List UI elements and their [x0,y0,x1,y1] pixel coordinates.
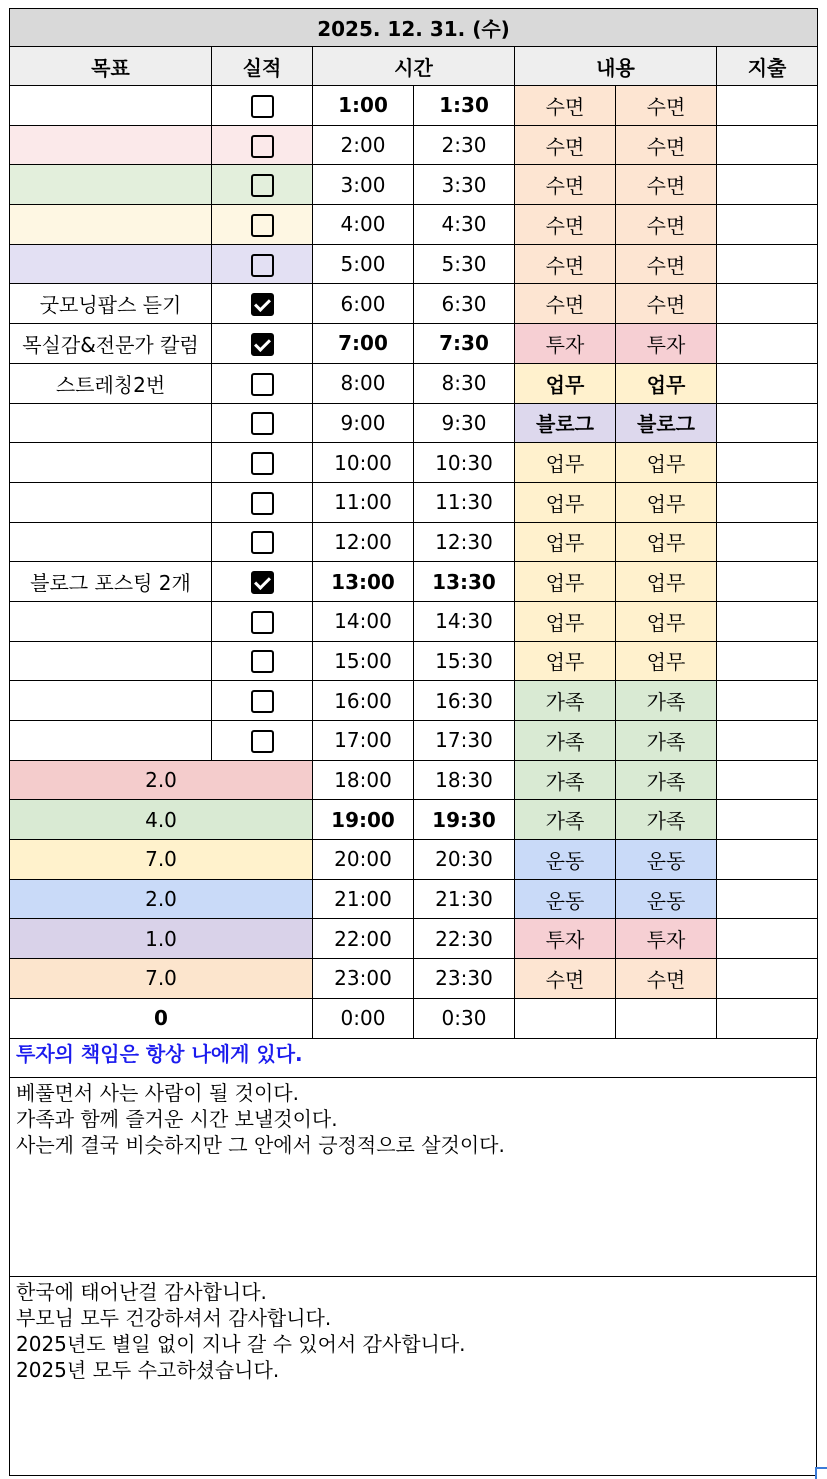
content-cell[interactable]: 수면 [616,244,717,284]
content-cell[interactable]: 수면 [616,125,717,165]
time-end: 20:30 [414,840,515,880]
content-cell[interactable]: 수면 [616,86,717,126]
content-cell[interactable]: 가족 [515,681,616,721]
time-end: 10:30 [414,443,515,483]
result-cell [212,284,313,324]
content-cell[interactable]: 블로그 [616,403,717,443]
goal-cell[interactable]: 블로그 포스팅 2개 [10,562,212,602]
time-end: 2:30 [414,125,515,165]
goal-cell[interactable] [10,482,212,522]
time-start: 11:00 [313,482,414,522]
expense-cell[interactable] [717,244,818,284]
content-cell[interactable]: 업무 [515,601,616,641]
summary-value: 2.0 [10,760,313,800]
content-cell[interactable]: 수면 [616,959,717,999]
goal-cell[interactable] [10,244,212,284]
time-end: 12:30 [414,522,515,562]
checkbox-unchecked[interactable] [251,135,274,158]
expense-cell[interactable] [717,86,818,126]
summary-value: 4.0 [10,800,313,840]
expense-cell[interactable] [717,324,818,364]
summary-value: 7.0 [10,840,313,880]
content-cell[interactable]: 가족 [515,721,616,761]
time-end: 8:30 [414,363,515,403]
result-cell [212,562,313,602]
time-end: 7:30 [414,324,515,364]
content-cell[interactable]: 업무 [515,641,616,681]
result-cell [212,443,313,483]
content-cell[interactable]: 운동 [515,840,616,880]
result-cell [212,125,313,165]
content-cell[interactable]: 수면 [515,125,616,165]
notes-box[interactable] [9,1078,817,1277]
content-cell[interactable]: 수면 [515,959,616,999]
content-cell[interactable]: 업무 [616,363,717,403]
summary-value: 1.0 [10,919,313,959]
expense-cell[interactable] [717,482,818,522]
checkbox-unchecked[interactable] [251,174,274,197]
content-cell[interactable]: 업무 [616,443,717,483]
content-cell[interactable]: 가족 [616,681,717,721]
time-end: 13:30 [414,562,515,602]
motto-text: 투자의 책임은 항상 나에게 있다. [9,1039,817,1078]
time-start: 14:00 [313,601,414,641]
content-cell[interactable]: 운동 [515,879,616,919]
goal-cell[interactable] [10,125,212,165]
content-cell[interactable] [616,998,717,1038]
time-start: 19:00 [313,800,414,840]
time-start: 20:00 [313,840,414,880]
goal-cell[interactable]: 목실감&전문가 칼럼 [10,324,212,364]
summary-row [10,879,818,919]
content-cell[interactable]: 업무 [515,482,616,522]
goal-cell[interactable]: 굿모닝팝스 듣기 [10,284,212,324]
time-start: 2:00 [313,125,414,165]
daily-planner-sheet [9,8,817,1472]
summary-value: 0 [10,998,313,1038]
content-cell[interactable]: 블로그 [515,403,616,443]
note-line: 사는게 결국 비슷하지만 그 안에서 긍정적으로 살것이다. [16,1132,505,1157]
content-cell[interactable]: 수면 [515,165,616,205]
goal-cell[interactable] [10,721,212,761]
result-cell [212,641,313,681]
time-end: 17:30 [414,721,515,761]
checkbox-unchecked[interactable] [251,412,274,435]
expense-cell[interactable] [717,562,818,602]
checkbox-unchecked[interactable] [251,452,274,475]
schedule-row [10,86,818,126]
expense-cell[interactable] [717,125,818,165]
schedule-row [10,125,818,165]
time-start: 21:00 [313,879,414,919]
content-cell[interactable]: 업무 [616,482,717,522]
time-end: 9:30 [414,403,515,443]
schedule-row [10,244,818,284]
schedule-row [10,721,818,761]
summary-row [10,840,818,880]
summary-row [10,998,818,1038]
time-end: 14:30 [414,601,515,641]
content-cell[interactable]: 수면 [515,244,616,284]
content-cell[interactable]: 운동 [616,879,717,919]
gratitude-line: 2025년 모두 수고하셨습니다. [16,1357,280,1382]
schedule-row [10,601,818,641]
header-time: 시간 [313,47,515,86]
time-start: 7:00 [313,324,414,364]
schedule-row [10,363,818,403]
checkbox-checked[interactable] [251,293,274,316]
time-end: 3:30 [414,165,515,205]
content-cell[interactable]: 투자 [515,324,616,364]
content-cell[interactable] [515,998,616,1038]
time-end: 1:30 [414,86,515,126]
note-line: 베풀면서 사는 사람이 될 것이다. [16,1080,299,1105]
goal-cell[interactable] [10,403,212,443]
content-cell[interactable]: 운동 [616,840,717,880]
time-start: 12:00 [313,522,414,562]
result-cell [212,721,313,761]
content-cell[interactable]: 가족 [515,800,616,840]
schedule-row [10,562,818,602]
time-end: 6:30 [414,284,515,324]
expense-cell[interactable] [717,800,818,840]
expense-cell[interactable] [717,641,818,681]
time-start: 9:00 [313,403,414,443]
header-result: 실적 [212,47,313,86]
gratitude-box[interactable] [9,1277,817,1476]
checkbox-unchecked[interactable] [251,531,274,554]
checkbox-unchecked[interactable] [251,730,274,753]
schedule-row [10,681,818,721]
expense-cell[interactable] [717,681,818,721]
summary-row [10,760,818,800]
result-cell [212,482,313,522]
result-cell [212,522,313,562]
time-start: 13:00 [313,562,414,602]
time-end: 22:30 [414,919,515,959]
time-start: 6:00 [313,284,414,324]
content-cell[interactable]: 업무 [616,641,717,681]
time-start: 17:00 [313,721,414,761]
title-row [10,9,818,47]
content-cell[interactable]: 업무 [515,562,616,602]
expense-cell[interactable] [717,959,818,999]
expense-cell[interactable] [717,165,818,205]
time-end: 4:30 [414,205,515,245]
result-cell [212,244,313,284]
expense-cell[interactable] [717,760,818,800]
goal-cell[interactable] [10,165,212,205]
content-cell[interactable]: 수면 [515,86,616,126]
selection-handle[interactable] [815,1467,827,1479]
goal-cell[interactable] [10,522,212,562]
summary-row [10,800,818,840]
checkbox-unchecked[interactable] [251,214,274,237]
summary-value: 2.0 [10,879,313,919]
result-cell [212,601,313,641]
result-cell [212,86,313,126]
schedule-row [10,522,818,562]
time-start: 18:00 [313,760,414,800]
schedule-row [10,324,818,364]
time-start: 22:00 [313,919,414,959]
expense-cell[interactable] [717,284,818,324]
expense-cell[interactable] [717,601,818,641]
checkbox-unchecked[interactable] [251,690,274,713]
result-cell [212,403,313,443]
goal-cell[interactable] [10,205,212,245]
header-row [10,47,818,86]
checkbox-unchecked[interactable] [251,373,274,396]
content-cell[interactable]: 투자 [515,919,616,959]
gratitude-line: 부모님 모두 건강하셔서 감사합니다. [16,1305,332,1330]
result-cell [212,681,313,721]
schedule-row [10,165,818,205]
goal-cell[interactable] [10,641,212,681]
schedule-row [10,205,818,245]
time-start: 15:00 [313,641,414,681]
expense-cell[interactable] [717,721,818,761]
goal-cell[interactable]: 스트레칭2번 [10,363,212,403]
time-start: 1:00 [313,86,414,126]
time-start: 8:00 [313,363,414,403]
time-end: 18:30 [414,760,515,800]
header-expense: 지출 [717,47,818,86]
expense-cell[interactable] [717,879,818,919]
time-end: 15:30 [414,641,515,681]
goal-cell[interactable] [10,681,212,721]
expense-cell[interactable] [717,363,818,403]
time-end: 19:30 [414,800,515,840]
content-cell[interactable]: 업무 [515,522,616,562]
gratitude-line: 2025년도 별일 없이 지나 갈 수 있어서 감사합니다. [16,1331,466,1356]
schedule-table [9,8,818,1039]
gratitude-line: 한국에 태어난걸 감사합니다. [16,1279,267,1304]
content-cell[interactable]: 수면 [515,205,616,245]
header-content: 내용 [515,47,717,86]
result-cell [212,205,313,245]
time-end: 5:30 [414,244,515,284]
expense-cell[interactable] [717,998,818,1038]
content-cell[interactable]: 투자 [616,919,717,959]
expense-cell[interactable] [717,403,818,443]
content-cell[interactable]: 수면 [515,284,616,324]
summary-value: 7.0 [10,959,313,999]
page-title: 2025. 12. 31. (수) [10,9,818,47]
summary-row [10,919,818,959]
time-start: 5:00 [313,244,414,284]
checkbox-unchecked[interactable] [251,611,274,634]
checkbox-checked[interactable] [251,571,274,594]
schedule-row [10,482,818,522]
expense-cell[interactable] [717,443,818,483]
checkbox-unchecked[interactable] [251,650,274,673]
time-end: 0:30 [414,998,515,1038]
content-cell[interactable]: 업무 [515,443,616,483]
goal-cell[interactable] [10,601,212,641]
content-cell[interactable]: 수면 [616,165,717,205]
expense-cell[interactable] [717,919,818,959]
content-cell[interactable]: 가족 [616,800,717,840]
content-cell[interactable]: 가족 [515,760,616,800]
result-cell [212,363,313,403]
header-goal: 목표 [10,47,212,86]
checkbox-unchecked[interactable] [251,492,274,515]
goal-cell[interactable] [10,443,212,483]
time-start: 3:00 [313,165,414,205]
schedule-row [10,443,818,483]
goal-cell[interactable] [10,86,212,126]
content-cell[interactable]: 업무 [616,562,717,602]
content-cell[interactable]: 수면 [616,205,717,245]
expense-cell[interactable] [717,522,818,562]
expense-cell[interactable] [717,205,818,245]
time-start: 23:00 [313,959,414,999]
note-line: 가족과 함께 즐거운 시간 보낼것이다. [16,1106,338,1131]
schedule-row [10,403,818,443]
time-end: 11:30 [414,482,515,522]
content-cell[interactable]: 투자 [616,324,717,364]
content-cell[interactable]: 업무 [616,522,717,562]
summary-row [10,959,818,999]
checkbox-unchecked[interactable] [251,254,274,277]
checkbox-unchecked[interactable] [251,95,274,118]
content-cell[interactable]: 수면 [616,284,717,324]
content-cell[interactable]: 가족 [616,760,717,800]
time-start: 16:00 [313,681,414,721]
schedule-row [10,641,818,681]
content-cell[interactable]: 가족 [616,721,717,761]
content-cell[interactable]: 업무 [616,601,717,641]
time-start: 4:00 [313,205,414,245]
time-start: 0:00 [313,998,414,1038]
time-end: 21:30 [414,879,515,919]
content-cell[interactable]: 업무 [515,363,616,403]
result-cell [212,165,313,205]
result-cell [212,324,313,364]
time-end: 23:30 [414,959,515,999]
time-start: 10:00 [313,443,414,483]
expense-cell[interactable] [717,840,818,880]
checkbox-checked[interactable] [251,333,274,356]
time-end: 16:30 [414,681,515,721]
schedule-row [10,284,818,324]
